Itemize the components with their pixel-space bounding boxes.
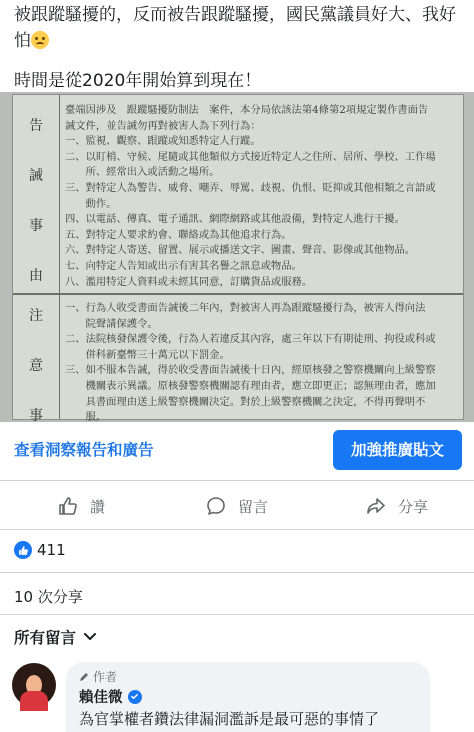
document-line: 三、對特定人為警告、威脅、嘲弄、辱罵、歧視、仇恨、貶抑或其他相類之言語或 <box>65 181 436 194</box>
post-image[interactable] <box>0 92 474 422</box>
share-label: 分享 <box>398 497 429 516</box>
divider <box>0 614 474 615</box>
share-arrow-icon <box>366 496 386 516</box>
document-line: 一、行為人收受書面告誡後二年內，對被害人再為跟蹤騷擾行為，被害人得向法 <box>65 302 426 314</box>
document-side-label: 事 <box>29 408 43 424</box>
document-line: 二、以盯梢、守候、尾隨或其他類似方式接近特定人之住所、居所、學校、工作場 <box>65 150 436 163</box>
document-side-label: 注 <box>29 308 43 324</box>
document-line: 併科新臺幣三十萬元以下罰金。 <box>65 348 230 361</box>
document-side-label: 由 <box>29 268 43 284</box>
chevron-down-icon <box>84 633 96 641</box>
like-button[interactable] <box>58 484 105 528</box>
document-side-labels-bottom <box>21 309 51 509</box>
document-section-divider <box>13 293 463 295</box>
insights-bar <box>0 424 474 476</box>
author-badge <box>79 668 117 685</box>
like-label: 讚 <box>90 497 106 516</box>
document-line: 機關表示異議。原核發警察機關認有理由者，應立即更正；認無理由者，應加 <box>65 379 436 392</box>
reaction-count: 411 <box>37 541 66 559</box>
document-side-labels-top <box>21 119 51 319</box>
reaction-summary[interactable] <box>14 538 66 562</box>
view-insights-link[interactable]: 查看洞察報告和廣告 <box>14 441 154 459</box>
document-line: 所、經常出入或活動之場所。 <box>65 166 220 179</box>
document-side-label: 意 <box>29 358 43 374</box>
document-line: 動作。 <box>65 197 117 210</box>
document-line: 院聲請保護令。 <box>65 317 158 330</box>
pencil-icon <box>79 672 89 682</box>
document-line: 具書面理由送上級警察機關決定。對於上級警察機關之決定，不得再聲明不 <box>65 395 426 408</box>
document-line: 七、向特定人告知或出示有害其名譽之訊息或物品。 <box>65 259 302 272</box>
comments-filter-label: 所有留言 <box>14 629 77 647</box>
divider <box>0 529 474 530</box>
post-text-line-1: 被跟蹤騷擾的，反而被告跟蹤騷擾，國民黨議員好大、我好怕 <box>14 5 456 51</box>
comment-bubble-icon <box>206 496 226 516</box>
document-line: 六、對特定人寄送、留置、展示或播送文字、圖畫、聲音、影像或其他物品。 <box>65 244 416 257</box>
comments-filter-dropdown[interactable] <box>14 626 96 648</box>
document-line: 三、如不服本告誡，得於收受書面告誡後十日內，經原核發之警察機關向上級警察 <box>65 364 436 377</box>
document-line: 誡文件，並告誡勿再對被害人為下列行為： <box>65 119 261 132</box>
commenter-name-text: 賴佳微 <box>79 690 123 706</box>
comment-button[interactable] <box>206 484 268 528</box>
document-line: 服。 <box>65 411 107 424</box>
commenter-name[interactable] <box>79 686 142 707</box>
divider <box>0 480 474 481</box>
post-text <box>14 2 464 94</box>
sad-relieved-face-icon <box>31 31 49 49</box>
like-reaction-icon <box>14 541 32 559</box>
document-line: 一、監視、觀察、跟蹤或知悉特定人行蹤。 <box>65 135 261 148</box>
verified-badge-icon <box>128 690 142 704</box>
comment-bubble <box>66 662 430 732</box>
thumbs-up-icon <box>58 496 78 516</box>
post-text-line-2: 時間是從2020年開始算到現在！ <box>14 71 262 91</box>
author-badge-label: 作者 <box>93 670 118 684</box>
document-column-divider <box>59 95 60 419</box>
document-line: 二、法院核發保護令後，行為人若違反其內容，處三年以下有期徒刑、拘役或科或 <box>65 333 436 346</box>
post-action-bar <box>0 484 474 528</box>
document-line: 五、對特定人要求約會、聯絡或為其他追求行為。 <box>65 228 292 241</box>
avatar[interactable] <box>12 663 56 707</box>
share-count[interactable]: 10 次分享 <box>14 588 83 606</box>
document-paper <box>12 94 464 424</box>
document-warning-text <box>65 103 457 290</box>
document-side-label: 誡 <box>29 168 43 184</box>
document-line: 四、以電話、傳真、電子通訊、網際網路或其他設備，對特定人進行干擾。 <box>65 213 405 226</box>
document-side-label: 告 <box>29 118 43 134</box>
boost-post-button[interactable]: 加強推廣貼文 <box>333 430 462 470</box>
document-line: 八、濫用特定人資料或未經其同意，訂購貨品或服務。 <box>65 275 313 288</box>
comment-text: 為官掌權者鑽法律漏洞濫訴是最可惡的事情了 <box>79 710 380 728</box>
document-line: 臺端因涉及 跟蹤騷擾防制法 案件，本分局依該法第4條第2項規定製作書面告 <box>65 104 429 116</box>
document-side-label: 事 <box>29 218 43 234</box>
share-button[interactable] <box>366 484 428 528</box>
comment-label: 留言 <box>238 497 269 516</box>
divider <box>0 572 474 573</box>
document-notes-text <box>65 301 457 426</box>
